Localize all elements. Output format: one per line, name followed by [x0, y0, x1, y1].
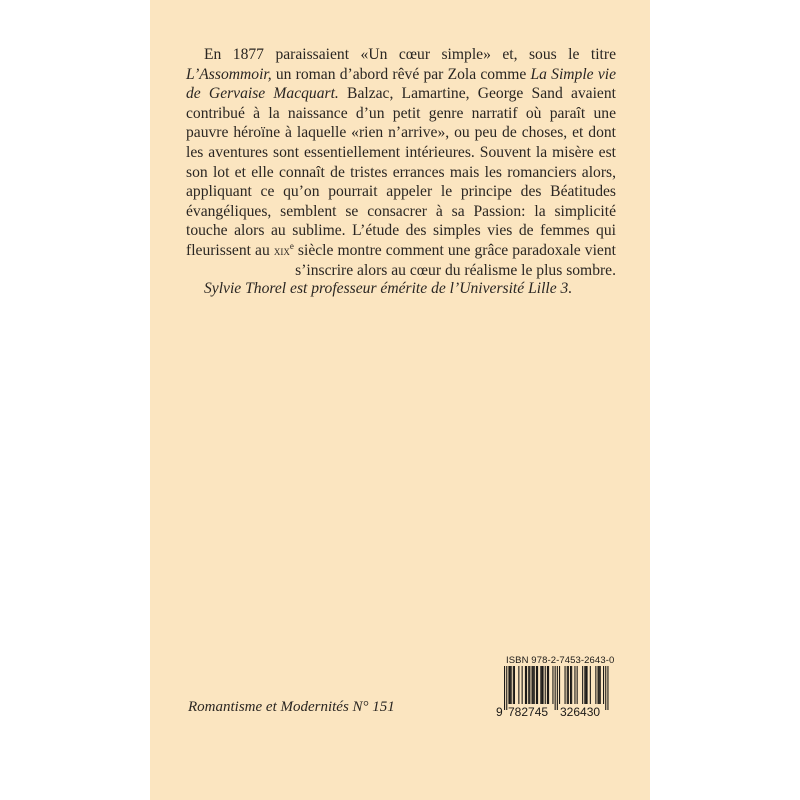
barcode-bar: [543, 666, 544, 704]
barcode-bar: [568, 666, 569, 704]
blurb-century: xix: [273, 242, 290, 258]
barcode-bar: [607, 666, 608, 710]
barcode-bar: [603, 666, 604, 704]
barcode-bar: [511, 666, 512, 704]
barcode-bar: [571, 666, 572, 704]
barcode-bar: [541, 666, 542, 704]
author-note: Sylvie Thorel est professeur émérite de l’Université Lille 3.: [204, 280, 573, 297]
barcode-bar: [528, 666, 529, 704]
barcode-bar: [587, 666, 588, 704]
blurb-text-1: En 1877 paraissaient «Un cœur simple» et, sous le titre: [204, 46, 616, 63]
back-cover-blurb: [186, 45, 616, 280]
barcode-bar: [552, 666, 553, 704]
barcode-bar: [514, 666, 515, 704]
ean-right-group: 326430: [560, 705, 601, 719]
blurb-title-simple-vie: La Simple vie de Gervaise Macquart.: [186, 65, 616, 103]
blurb-title-assommoir: L’Assommoir,: [186, 65, 272, 83]
blurb-century-sup: e: [289, 240, 294, 251]
isbn-label: ISBN 978-2-7453-2643-0: [506, 655, 615, 666]
barcode-bar: [529, 666, 530, 704]
barcode-bar: [584, 666, 585, 704]
isbn-barcode: [496, 655, 615, 721]
barcode-bar: [599, 666, 600, 704]
barcode-bar: [595, 666, 596, 704]
barcode-bar: [590, 666, 591, 704]
ean-left-group: 782745: [508, 705, 549, 719]
barcode-bar: [598, 666, 599, 704]
barcode-bar: [504, 666, 505, 710]
barcode-bar: [574, 666, 575, 704]
barcode-bar: [565, 666, 566, 704]
series-title: Romantisme et Modernités N° 151: [188, 699, 395, 715]
barcode-bar: [545, 666, 546, 704]
barcode-bar: [537, 666, 538, 704]
barcode-bar: [600, 666, 601, 704]
barcode-bar: [567, 666, 568, 704]
barcode-bar: [526, 666, 527, 704]
ean-first-digit: 9: [496, 705, 503, 719]
barcode-bar: [525, 666, 526, 704]
barcode-bar: [532, 666, 533, 704]
back-cover: [150, 0, 650, 800]
barcode-bar: [582, 666, 583, 704]
barcode-bar: [555, 666, 556, 710]
barcode-bar: [557, 666, 558, 710]
barcode-bar: [533, 666, 534, 704]
barcode-bar: [508, 666, 509, 704]
barcode-bar: [534, 666, 535, 704]
barcode-bar: [506, 666, 507, 710]
barcode-bar: [510, 666, 511, 704]
barcode-bar: [577, 666, 578, 704]
barcode-bar: [536, 666, 537, 704]
barcode-bar: [605, 666, 606, 710]
barcode-bar: [540, 666, 541, 704]
barcode-bar: [559, 666, 560, 704]
blurb-text-2: un roman d’abord rêvé par Zola comme: [271, 65, 531, 83]
barcode-bar: [518, 666, 519, 704]
barcode-bar: [513, 666, 514, 704]
barcode-bar: [570, 666, 571, 704]
blurb-text-4: siècle montre comment une grâce paradoxale vient s’inscrire alors au cœur du réalisme le plus sombre.: [293, 241, 616, 279]
barcode-bar: [585, 666, 586, 704]
barcode-bar: [522, 666, 523, 704]
blurb-text-3: Balzac, Lamartine, George Sand avaient contribué à la naissance d’un petit genre narratif où paraît une pauvre héroïne à laquelle «rien n’arrive», ou peu de choses, et dont les aventures sont essentiellement intérieures. Souvent la misère est son lot et elle connaît de tristes errances mais les romanciers alors, appliquant ce qu’on pourrait appeler le principe des Béatitudes évangéliques, semblent se consacrer à sa Passion: la simplicité touche alors au sublime. L’étude des simples vies de femmes qui fleurissent au: [186, 85, 616, 259]
barcode-bar: [548, 666, 549, 704]
barcode-bar: [547, 666, 548, 704]
